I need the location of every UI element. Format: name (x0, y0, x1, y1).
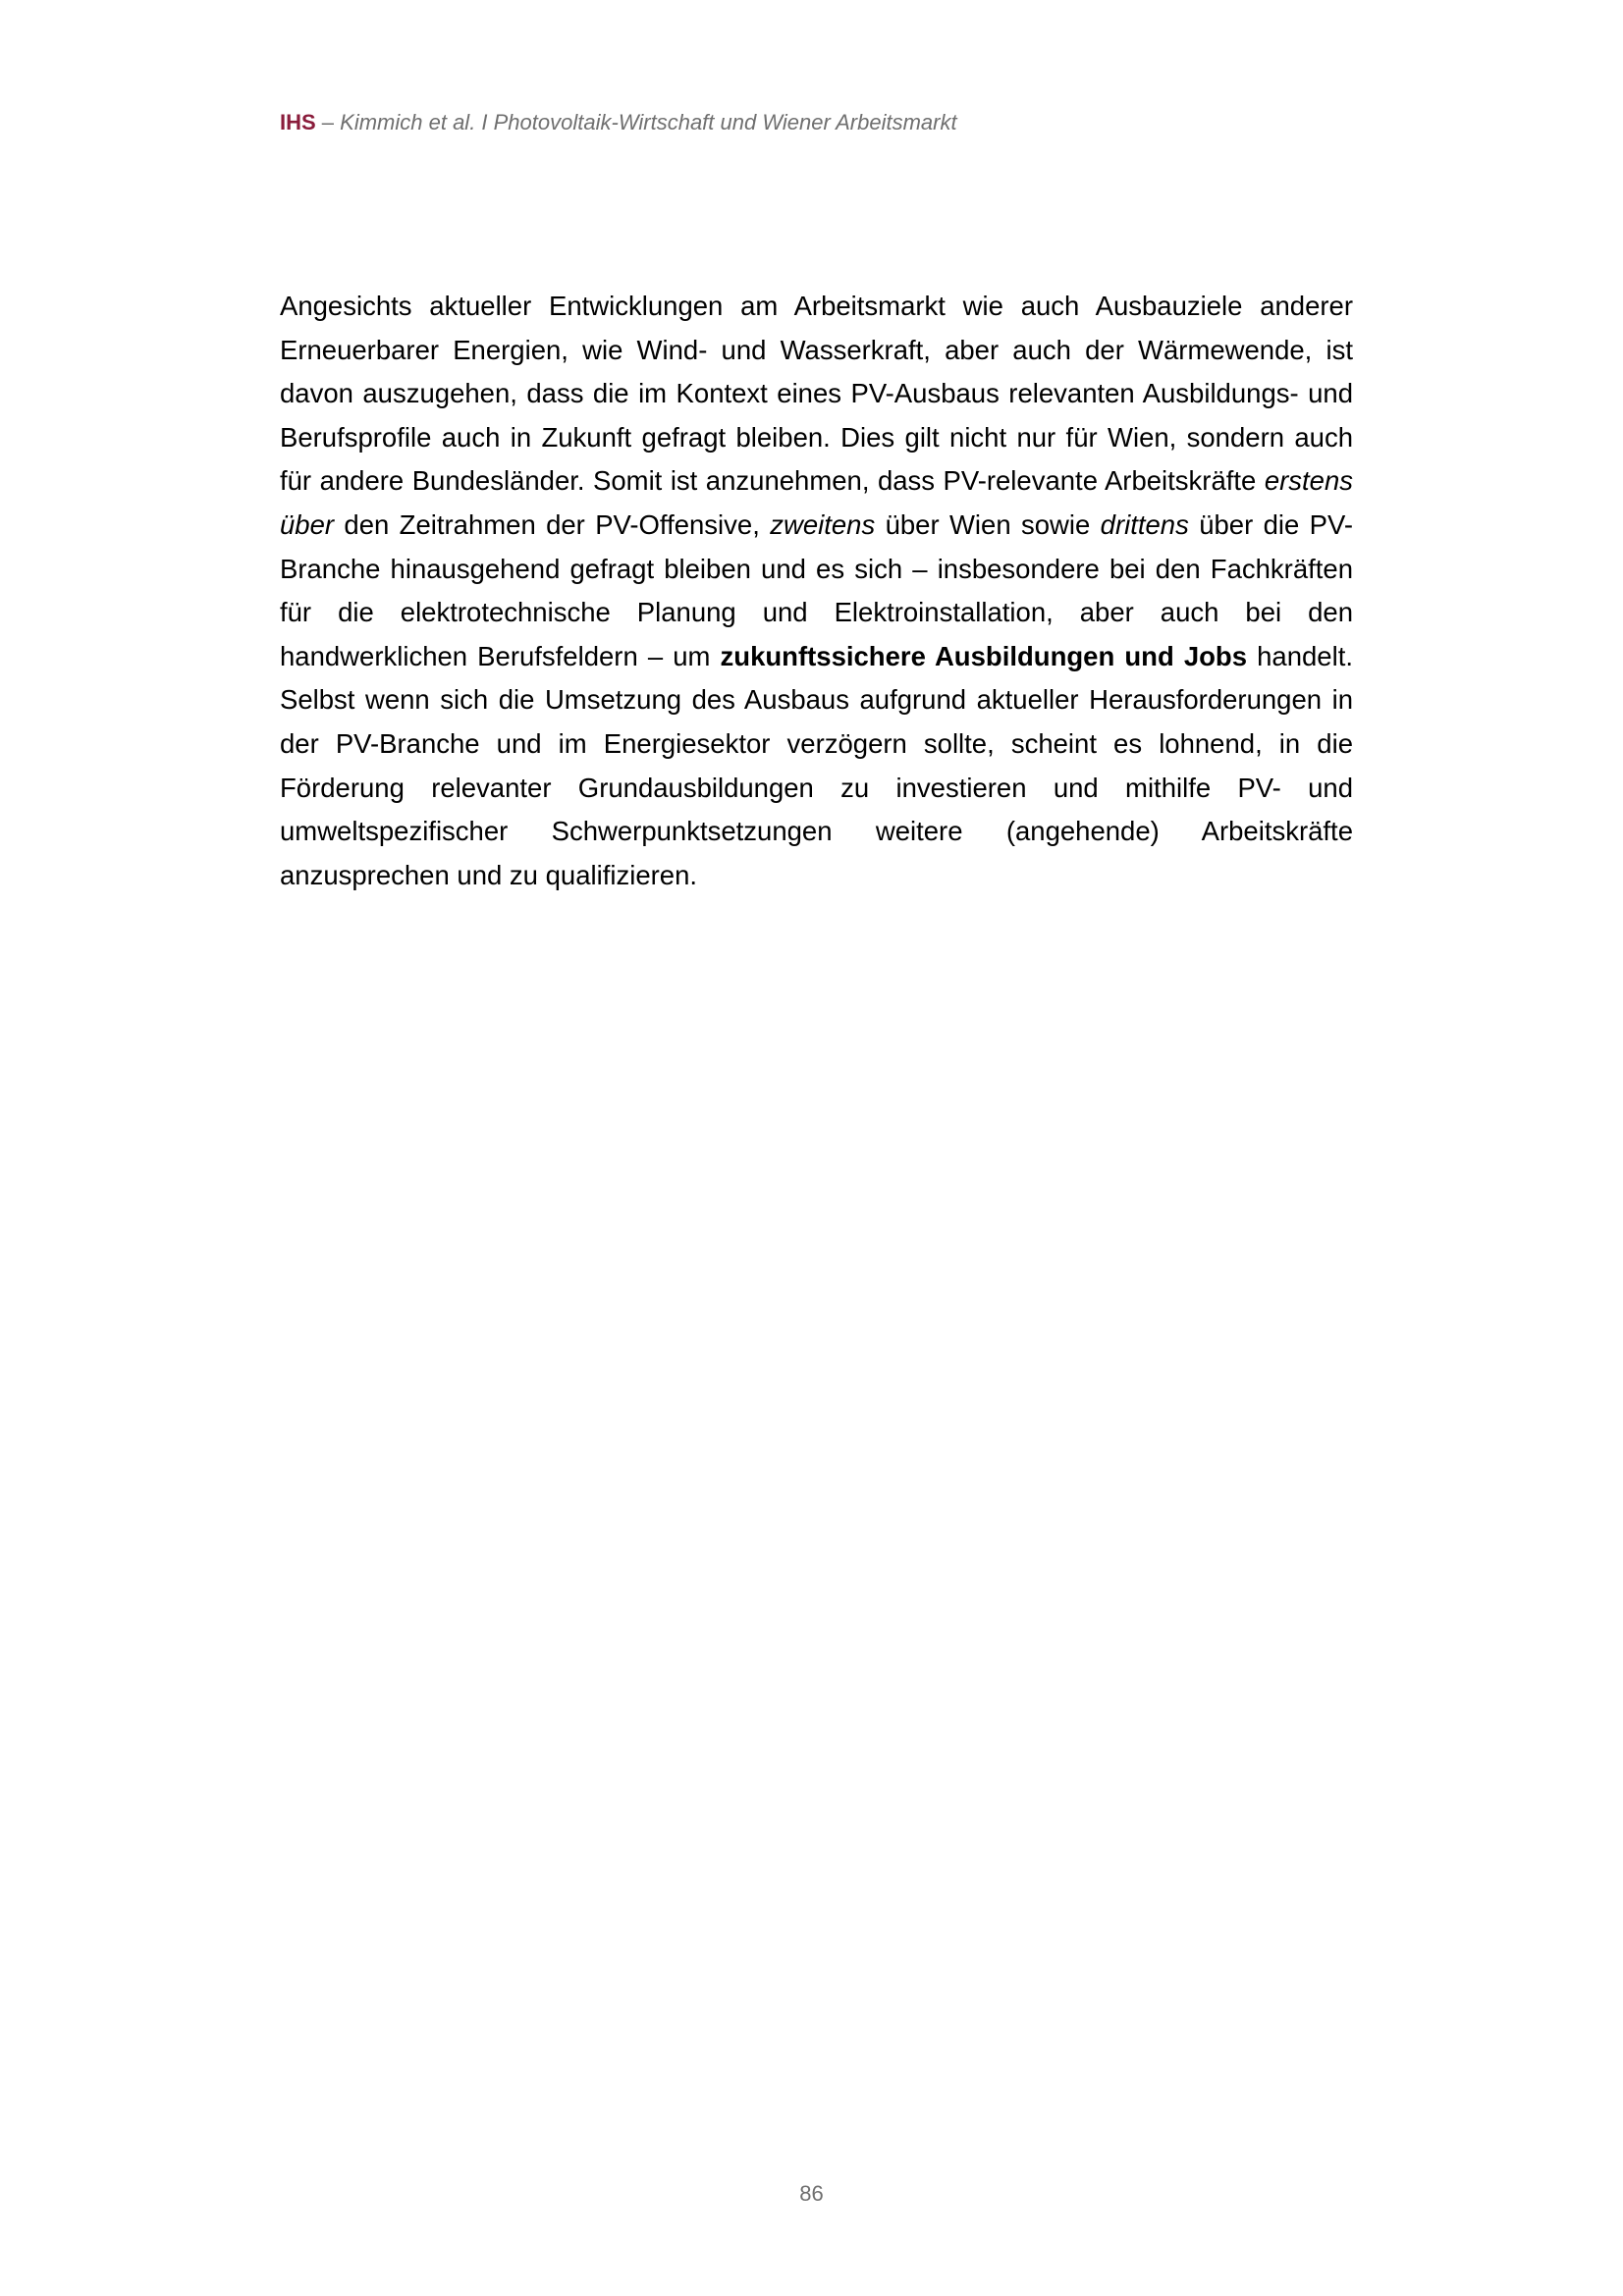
running-header (280, 108, 1360, 137)
body-text-segment: handelt. Selbst wenn sich die Umsetzung des Ausbaus aufgrund aktueller Herausforderungen in der PV-Branche und im Energiesektor verzögern sollte, scheint es lohnend, in die Förderung relevanter Grundausbildungen zu investieren und mithilfe PV- und umweltspezifischer Schwerpunktsetzungen weitere (angehende) Arbeitskräfte anzusprechen und zu qualifizieren. (280, 640, 1353, 890)
body-text-segment: über Wien sowie (875, 508, 1101, 540)
header-separator: – (315, 110, 341, 134)
body-text-segment: den Zeitrahmen der PV-Offensive, (334, 508, 771, 540)
body-text-segment: über die PV-Branche hinausgehend gefragt bleiben und es sich – insbesondere bei den Fachkräften für die elektrotechnische Planung und Elektroinstallation, aber auch bei den handwerklichen Berufsfeldern – um (280, 508, 1353, 671)
body-emphasis-drittens: drittens (1100, 508, 1189, 540)
body-paragraph (280, 285, 1353, 897)
body-emphasis-zweitens: zweitens (770, 508, 876, 540)
header-title: Kimmich et al. I Photovoltaik-Wirtschaft und Wiener Arbeitsmarkt (340, 110, 957, 134)
page-number: 86 (799, 2181, 824, 2206)
body-text-segment: Angesichts aktueller Entwicklungen am Arbeitsmarkt wie auch Ausbauziele anderer Erneuerbarer Energien, wie Wind- und Wasserkraft, aber auch der Wärmewende, ist davon auszugehen, dass die im Kontext eines PV-Ausbaus relevanten Ausbildungs- und Berufsprofile auch in Zukunft gefragt bleiben. Dies gilt nicht nur für Wien, sondern auch für andere Bundesländer. Somit ist anzunehmen, dass PV-relevante Arbeitskräfte (280, 291, 1353, 497)
body-strong-highlight: zukunftssichere Ausbildungen und Jobs (720, 640, 1248, 671)
header-org: IHS (280, 110, 316, 134)
body-emphasis-erstens: erstens über (280, 465, 1353, 540)
